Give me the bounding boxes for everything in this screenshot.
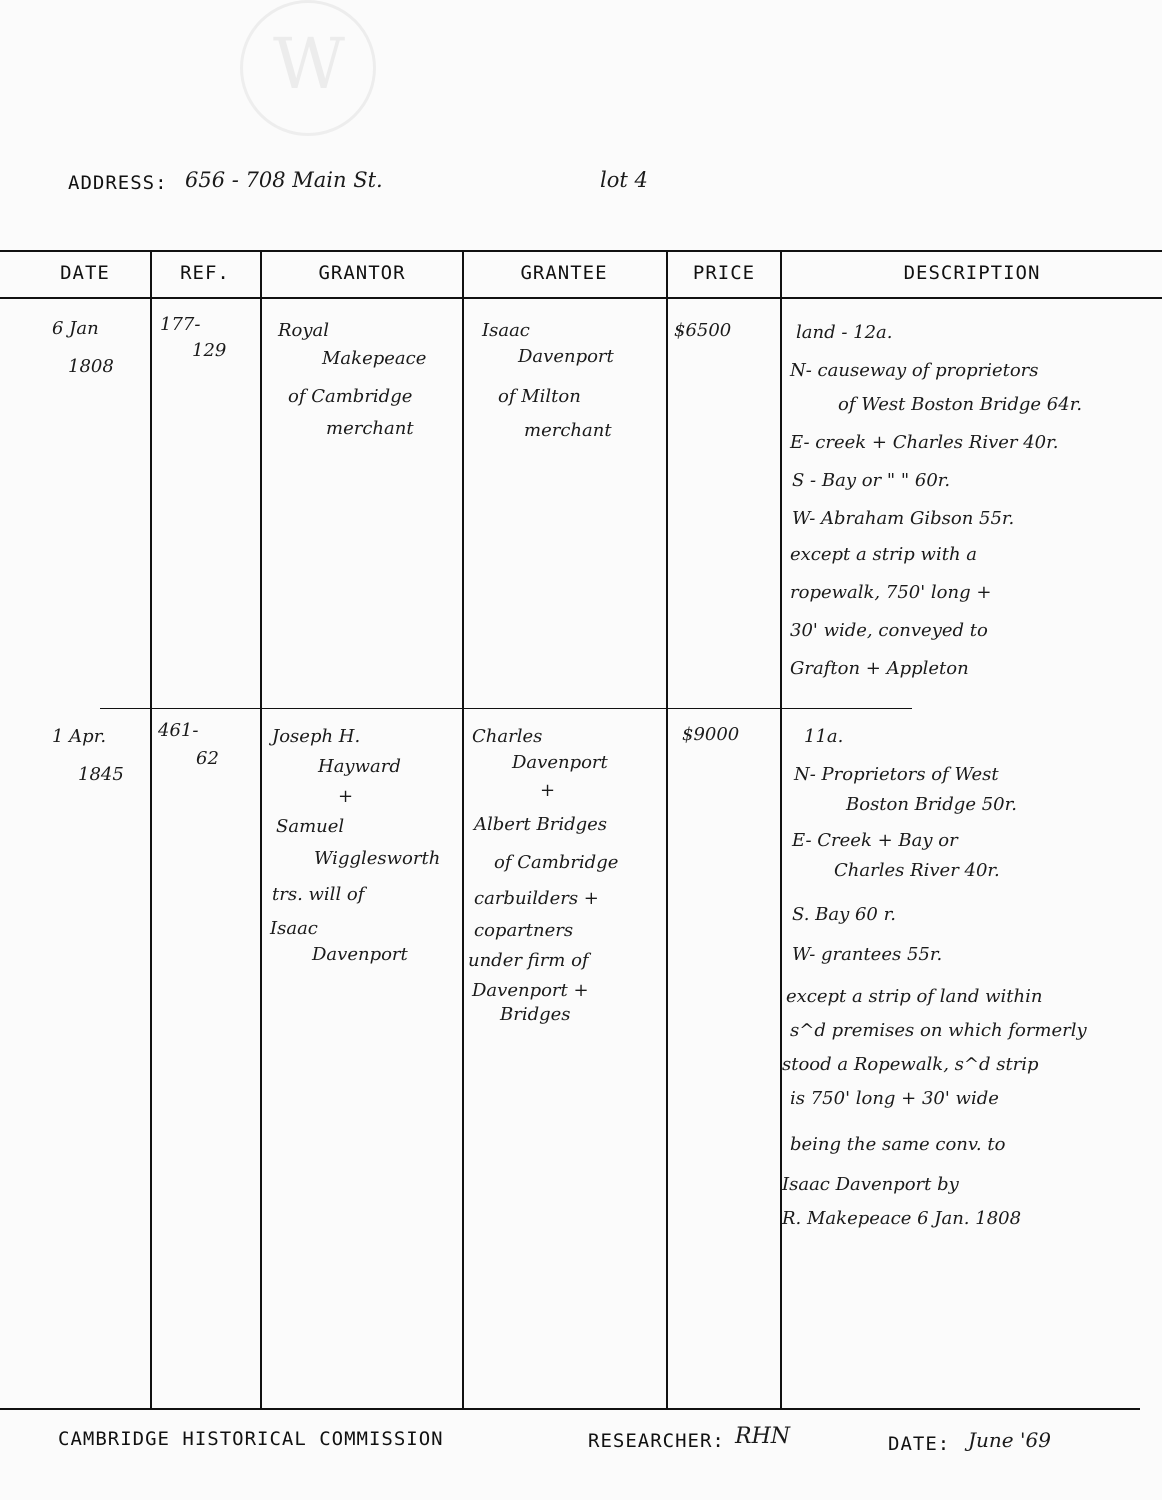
description-line: E- Creek + Bay or bbox=[792, 830, 958, 851]
date-value: June '69 bbox=[968, 1428, 1051, 1452]
column-divider bbox=[150, 250, 152, 1408]
grantor-line: Samuel bbox=[276, 816, 345, 837]
grantor-line: + bbox=[338, 786, 354, 807]
grantee-line: Charles bbox=[472, 726, 543, 747]
description-line: S - Bay or " " 60r. bbox=[792, 470, 951, 491]
researcher-label: RESEARCHER: bbox=[588, 1430, 725, 1452]
description-line: s^d premises on which formerly bbox=[790, 1020, 1087, 1041]
entry-separator bbox=[100, 708, 912, 709]
column-header-description: DESCRIPTION bbox=[903, 262, 1041, 284]
grantee-line: merchant bbox=[524, 420, 612, 441]
description-line: N- causeway of proprietors bbox=[790, 360, 1039, 381]
table-top-border bbox=[0, 250, 1162, 252]
header-bottom-border bbox=[0, 297, 1162, 299]
grantee-line: Isaac bbox=[482, 320, 530, 341]
address-label: ADDRESS: bbox=[68, 172, 168, 194]
column-divider bbox=[780, 250, 782, 1408]
column-header-date: DATE bbox=[60, 262, 110, 284]
lot-value: lot 4 bbox=[600, 168, 648, 192]
column-header-grantee: GRANTEE bbox=[520, 262, 608, 284]
grantee-line: copartners bbox=[474, 920, 574, 941]
grantee-line: Davenport bbox=[512, 752, 608, 773]
date-line: 1845 bbox=[78, 764, 124, 785]
description-line: R. Makepeace 6 Jan. 1808 bbox=[782, 1208, 1022, 1229]
description-line: 11a. bbox=[804, 726, 844, 747]
price-value: $9000 bbox=[682, 724, 740, 745]
grantee-line: of Cambridge bbox=[494, 852, 619, 873]
grantee-line: of Milton bbox=[498, 386, 581, 407]
description-line: N- Proprietors of West bbox=[794, 764, 999, 785]
column-header-price: PRICE bbox=[692, 262, 756, 284]
date-label: DATE: bbox=[888, 1433, 951, 1455]
grantor-line: Makepeace bbox=[322, 348, 427, 369]
description-line: being the same conv. to bbox=[790, 1134, 1006, 1155]
commission-name: CAMBRIDGE HISTORICAL COMMISSION bbox=[58, 1428, 444, 1450]
grantee-line: carbuilders + bbox=[474, 888, 599, 909]
table-bottom-border bbox=[0, 1408, 1140, 1410]
grantor-line: of Cambridge bbox=[288, 386, 413, 407]
description-line: S. Bay 60 r. bbox=[792, 904, 896, 925]
description-line: Grafton + Appleton bbox=[790, 658, 969, 679]
grantor-line: trs. will of bbox=[272, 884, 365, 905]
description-line: ropewalk, 750' long + bbox=[790, 582, 992, 603]
column-divider bbox=[666, 250, 668, 1408]
researcher-value: RHN bbox=[735, 1424, 790, 1449]
grantee-line: Davenport + bbox=[472, 980, 589, 1001]
grantee-line: under firm of bbox=[468, 950, 589, 971]
grantor-line: Hayward bbox=[318, 756, 401, 777]
grantor-line: Royal bbox=[278, 320, 330, 341]
description-line: stood a Ropewalk, s^d strip bbox=[782, 1054, 1039, 1075]
grantee-line: + bbox=[540, 780, 556, 801]
description-line: Isaac Davenport by bbox=[782, 1174, 959, 1195]
description-line: of West Boston Bridge 64r. bbox=[838, 394, 1083, 415]
description-line: Charles River 40r. bbox=[834, 860, 1000, 881]
address-value: 656 - 708 Main St. bbox=[185, 168, 383, 192]
ref-line: 129 bbox=[192, 340, 227, 361]
grantee-line: Albert Bridges bbox=[474, 814, 608, 835]
description-line: Boston Bridge 50r. bbox=[846, 794, 1017, 815]
date-line: 1808 bbox=[68, 356, 114, 377]
ref-line: 461- bbox=[158, 720, 199, 741]
ref-line: 177- bbox=[160, 314, 201, 335]
grantor-line: Wigglesworth bbox=[314, 848, 441, 869]
grantor-line: Isaac bbox=[270, 918, 318, 939]
date-line: 6 Jan bbox=[52, 318, 99, 339]
grantor-line: Joseph H. bbox=[272, 726, 361, 747]
description-line: 30' wide, conveyed to bbox=[790, 620, 988, 641]
description-line: is 750' long + 30' wide bbox=[790, 1088, 999, 1109]
grantor-line: merchant bbox=[326, 418, 414, 439]
description-line: W- grantees 55r. bbox=[792, 944, 943, 965]
description-line: W- Abraham Gibson 55r. bbox=[792, 508, 1015, 529]
grantor-line: Davenport bbox=[312, 944, 408, 965]
description-line: except a strip of land within bbox=[786, 986, 1043, 1007]
watermark-logo: W bbox=[240, 0, 376, 136]
column-header-ref: REF. bbox=[180, 262, 230, 284]
description-line: except a strip with a bbox=[790, 544, 977, 565]
grantee-line: Bridges bbox=[500, 1004, 571, 1025]
grantee-line: Davenport bbox=[518, 346, 614, 367]
description-line: E- creek + Charles River 40r. bbox=[790, 432, 1059, 453]
description-line: land - 12a. bbox=[796, 322, 893, 343]
column-divider bbox=[462, 250, 464, 1408]
column-header-grantor: GRANTOR bbox=[318, 262, 406, 284]
ref-line: 62 bbox=[196, 748, 219, 769]
column-divider bbox=[260, 250, 262, 1408]
price-value: $6500 bbox=[674, 320, 732, 341]
date-line: 1 Apr. bbox=[52, 726, 107, 747]
